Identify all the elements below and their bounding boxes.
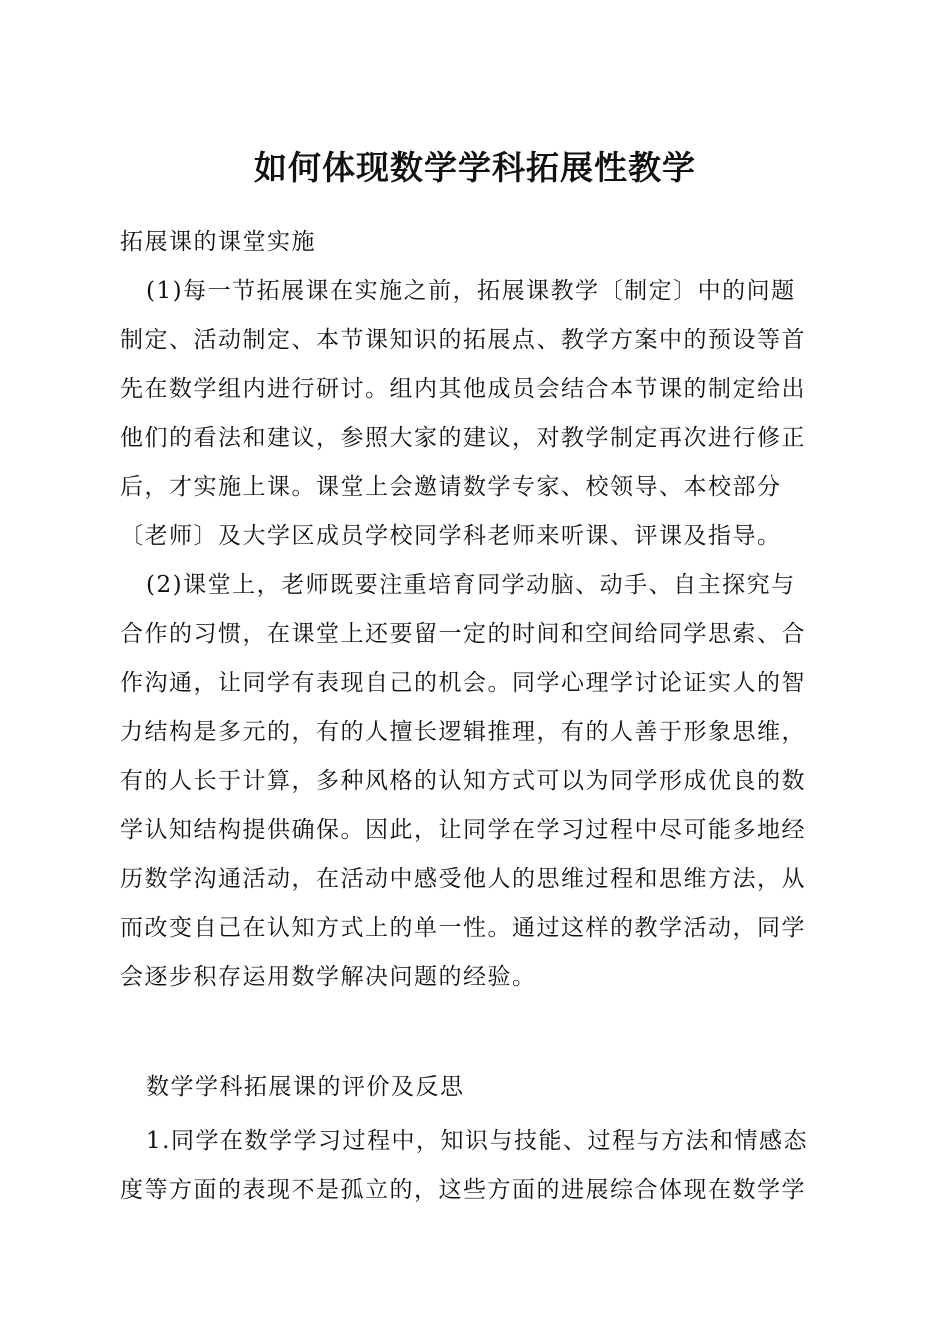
- paragraph-line: 合作的习惯，在课堂上还要留一定的时间和空间给同学思索、合: [120, 621, 806, 647]
- paragraph-line: (1)每一节拓展课在实施之前，拓展课教学〔制定〕中的问题: [146, 278, 796, 304]
- section1-paragraph-2: [120, 561, 832, 1002]
- section1: [120, 218, 832, 267]
- paragraph-line: 作沟通，让同学有表现自己的机会。同学心理学讨论证实人的智: [120, 670, 806, 696]
- paragraph-line: 学认知结构提供确保。因此，让同学在学习过程中尽可能多地经: [120, 817, 806, 843]
- section2: [120, 1063, 832, 1112]
- document-title: 如何体现数学学科拓展性教学: [254, 148, 696, 187]
- paragraph-line: 度等方面的表现不是孤立的，这些方面的进展综合体现在数学学: [120, 1177, 806, 1203]
- paragraph-line: 制定、活动制定、本节课知识的拓展点、教学方案中的预设等首: [120, 327, 806, 353]
- paragraph-line: 他们的看法和建议，参照大家的建议，对教学制定再次进行修正: [120, 425, 806, 451]
- paragraph-line: 先在数学组内进行研讨。组内其他成员会结合本节课的制定给出: [120, 376, 806, 402]
- paragraph-line: 而改变自己在认知方式上的单一性。通过这样的教学活动，同学: [120, 915, 806, 941]
- section1-heading: 拓展课的课堂实施: [120, 229, 316, 255]
- paragraph-line: (2)课堂上，老师既要注重培育同学动脑、动手、自主探究与: [146, 572, 796, 598]
- paragraph-line: 1.同学在数学学习过程中，知识与技能、过程与方法和情感态: [146, 1128, 808, 1154]
- paragraph-line: 〔老师〕及大学区成员学校同学科老师来听课、评课及指导。: [120, 523, 782, 549]
- paragraph-line: 有的人长于计算，多种风格的认知方式可以为同学形成优良的数: [120, 768, 806, 794]
- paragraph-line: 历数学沟通活动，在活动中感受他人的思维过程和思维方法，从: [120, 866, 806, 892]
- paragraph-line: 会逐步积存运用数学解决问题的经验。: [120, 964, 537, 990]
- section2-heading: 数学学科拓展课的评价及反思: [146, 1074, 465, 1100]
- section1-paragraph-1: [120, 267, 832, 561]
- paragraph-line: 后，才实施上课。课堂上会邀请数学专家、校领导、本校部分: [120, 474, 782, 500]
- section2-paragraph-1: [120, 1117, 832, 1215]
- paragraph-line: 力结构是多元的，有的人擅长逻辑推理，有的人善于形象思维，: [120, 719, 806, 745]
